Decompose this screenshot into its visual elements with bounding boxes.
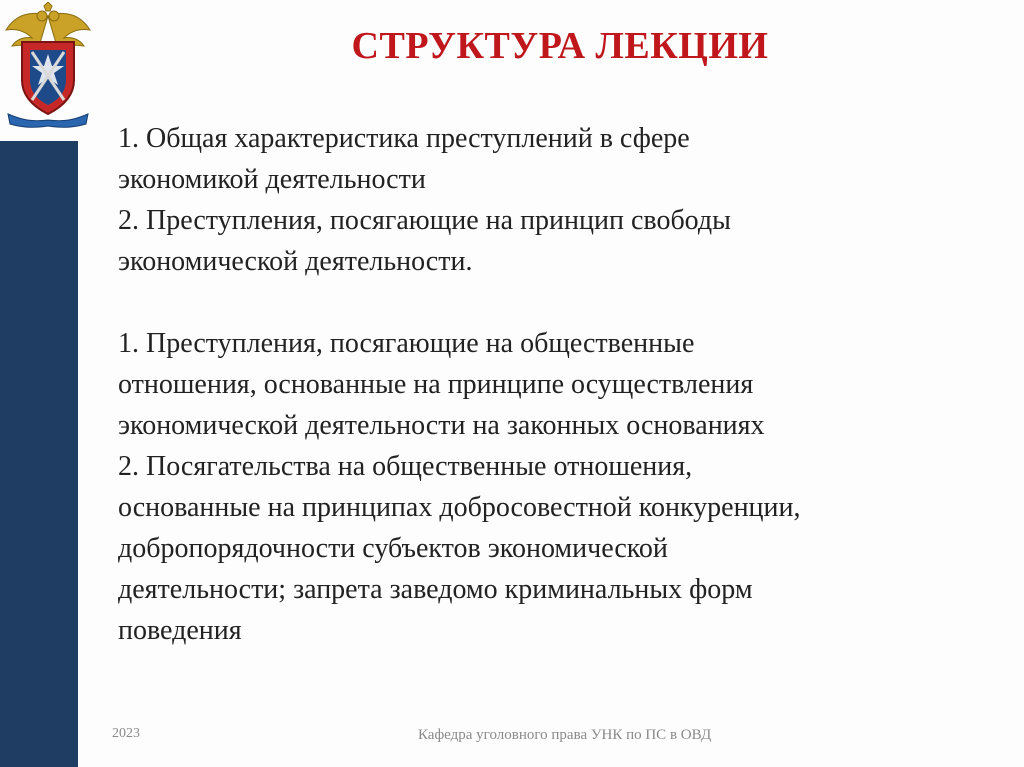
lecture-structure-text [118,118,998,651]
footer-year: 2023 [112,726,140,741]
text-line: деятельности; запрета заведомо криминальных форм [118,574,753,605]
slide-title: СТРУКТУРА ЛЕКЦИИ [351,25,769,67]
text-line: основанные на принципах добросовестной конкуренции, [118,492,801,523]
text-line: экономикой деятельности [118,164,426,195]
footer-department: Кафедра уголовного права УНК по ПС в ОВД [418,727,712,743]
text-line: добропорядочности субъектов экономической [118,533,668,564]
text-line: 2. Преступления, посягающие на принцип свободы [118,205,731,236]
text-line: 1. Преступления, посягающие на общественные [118,328,695,359]
text-line: 1. Общая характеристика преступлений в сфере [118,123,690,154]
text-line: отношения, основанные на принципе осуществления [118,369,754,400]
text-line: поведения [118,615,242,646]
eagle-shield-emblem-icon [2,2,94,130]
text-line: экономической деятельности на законных основаниях [118,410,765,441]
paragraph-gap [118,282,998,323]
text-line: экономической деятельности. [118,246,473,277]
text-line: 2. Посягательства на общественные отношения, [118,451,693,482]
sidebar-band [0,141,78,767]
